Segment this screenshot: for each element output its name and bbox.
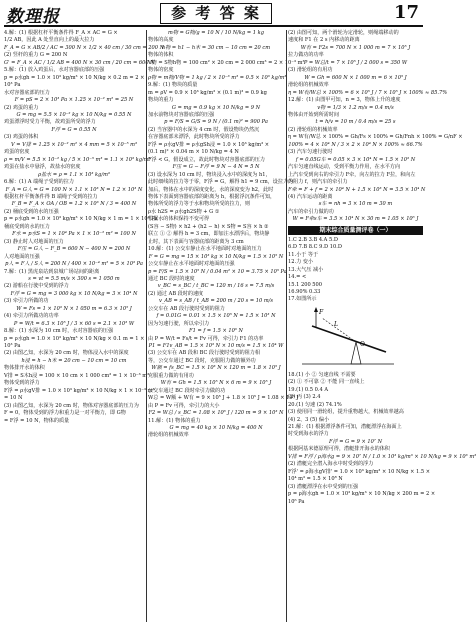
- text-line: (2) 丙 (3) 2.4: [288, 394, 321, 401]
- section-heading: 期末综合质量测评卷（一）: [288, 226, 423, 235]
- text-line: W总 = W额 + W有 = 9 × 10⁵ J + 1.8 × 10⁵ J = 1.08 × 10⁶ J: [148, 395, 299, 402]
- text-line: 汽车的牵引力做的功: [288, 208, 334, 215]
- text-line: 12.力 变小: [288, 259, 314, 266]
- formula-line: m物 = G物/g = 10 N / 10 N/kg = 1 kg: [168, 30, 264, 36]
- formula-line: s = vt = 5.5 m/s × 300 s = 1 050 m: [28, 275, 120, 282]
- text-line: 物块的重力: [148, 97, 174, 104]
- text-line: F浮' = ρ海水gV排' = 1.0 × 10³ kg/m³ × 10 N/kg × 1.5 ×: [288, 468, 430, 475]
- formula-line: ρ = m/V = 5.5 × 10⁻² kg / 5 × 10⁻⁵ m³ = 1.1 × 10³ kg/m³: [4, 156, 151, 163]
- text-line: 物体的高度: [148, 37, 174, 44]
- formula-line: F = G = mg = 15 × 10³ kg × 10 N/kg = 1.5 × 10⁵ N: [148, 253, 284, 260]
- text-line: 根据杠杆平衡条件得 B 端绳子受到的拉力: [4, 193, 98, 200]
- text-line: V物 = S物h物 = 100 cm² × 20 cm = 2 000 cm³ = 2 × 10⁻³ m³: [148, 59, 305, 66]
- page-number: 17: [393, 2, 419, 23]
- figure-label-l: L: [334, 320, 338, 328]
- formula-line: s车 = nh = 3 × 10 m = 30 m: [318, 201, 393, 208]
- text-line: 20.(1) 匀速 (2) 74.1%: [288, 401, 342, 408]
- text-line: 物体由开始到所需时间: [288, 111, 339, 118]
- text-line: 11.解：(1) 物体的重力: [148, 417, 201, 424]
- text-line: 由 P = Fv 可得，牵引力的大小: [148, 402, 220, 409]
- text-line: 11.小于 等于: [288, 251, 319, 258]
- formula-line: F压 = G − F浮 = 9 N − 4 N = 5 N: [172, 164, 260, 171]
- text-line: 加后，物体在水中的深度变化，水的深度变为 h2，此时: [148, 186, 274, 193]
- text-line: 因为匀速行驶，所以牵引力: [148, 320, 210, 327]
- formula-line: V = V排 = 1.25 × 10⁻² m² × 4 mm = 5 × 10⁻⁵ m³: [11, 141, 137, 148]
- text-line: 滑轮组的机械效率: [148, 432, 189, 439]
- text-line: 此时细线的拉力等于零，F浮 = G，解得 h1 = 9 cm，设拉力为: [148, 179, 294, 186]
- text-line: 10³ Pa: [4, 82, 21, 89]
- formula-line: P = W总/t = 7 × 10⁵ J / 2 000 s = 350 W: [303, 59, 408, 66]
- text-line: F = 0，物体受到的浮力和重力是一对平衡力，即 G物: [4, 410, 126, 417]
- header-rule: [4, 25, 423, 27]
- text-line: (3) 汽车匀速行驶时: [288, 149, 333, 156]
- text-line: m = ρV = 0.9 × 10³ kg/m³ × (0.1 m)³ = 0.9 kg: [148, 89, 267, 96]
- formula-line: W额 = fs_BC = 1.5 × 10³ N × 120 m = 1.8 × 10⁵ J: [151, 365, 281, 372]
- formula-line: F_B = F_A × OA / OB = 1.2 × 10³ N / 3 = 400 N: [11, 201, 137, 208]
- text-line: 12.解：(1) 由图甲可知，n = 3，物体上升的速度: [288, 97, 401, 104]
- formula-line: F浮 = G = 0.55 N: [51, 126, 97, 133]
- formula-line: F浮 = G = mg = 3 000 kg × 10 N/kg = 3 × 10⁴ N: [10, 290, 138, 297]
- text-line: 6.D 7.B 8.C 9.D 10.D: [288, 244, 342, 251]
- text-line: 5.解：(1) 放入鸡蛋后，水对容器底部的压强: [4, 67, 105, 74]
- text-line: 时受到海水的浮力: [288, 431, 329, 438]
- text-line: (3) 由图乙知，水深为 20 cm 时，物体对容器底部的压力为: [4, 402, 139, 409]
- formula-line: F2 = W总 / s_BC = 1.08 × 10⁶ J / 120 m = 9 × 10³ N: [148, 410, 284, 417]
- text-line: 联立 ① ② 解得 h = 3 cm，即加注水漂浮后，物块静: [148, 231, 270, 238]
- text-line: 加水前物块对容器底部的压强: [148, 111, 215, 118]
- text-line: 通过 BC 段时的速度: [148, 275, 195, 282]
- text-line: 物体的体积: [148, 52, 174, 59]
- text-line: 速度和 F1 在 2 s 内移动的距离: [288, 37, 360, 44]
- text-line: η = W有/W总 × 100% = Gh/Fs × 100% = Gh/Fnh × 100% = G/nF ×: [288, 134, 463, 141]
- text-line: (2) 由图乙知，水深为 20 cm 时，物体浸入水中的深度: [4, 350, 129, 357]
- text-line: = 10 N: [4, 395, 23, 402]
- text-line: 18.(1) 小 ② 匀速直线 不需要: [288, 371, 356, 378]
- text-line: (2) 桶底受到的水的压强: [4, 208, 59, 215]
- figure-label-f: F: [319, 308, 324, 316]
- page-header: [0, 0, 427, 26]
- text-line: p = ρ水gh = 1.0 × 10³ kg/m³ × 10 N/kg × 1 m = 1 × 10⁴ Pa: [4, 216, 158, 223]
- formula-line: W有 = Gh = 1.5 × 10⁵ N × 6 m = 9 × 10⁵ J: [160, 380, 272, 387]
- formula-line: F = pS = 2 × 10³ Pa × 1.25 × 10⁻² m² = 25 N: [14, 97, 134, 104]
- text-line: (4) 汽车运动的距离: [288, 193, 333, 200]
- text-line: 物体排开水的体积: [4, 365, 45, 372]
- text-line: 鸡蛋的密度: [4, 149, 30, 156]
- text-line: (4) 2、3 (5) 偏小: [288, 416, 330, 423]
- text-line: (2) ① 不可靠 ② 不能 同一直线上: [288, 379, 365, 386]
- formula-line: ρ物 = m物/V物 = 1 kg / 2 × 10⁻³ m³ = 0.5 × 10³ kg/m³: [148, 74, 287, 81]
- formula-line: h浸 = h − h木 = 20 cm − 10 cm = 10 cm: [21, 357, 127, 364]
- text-line: 等，公交车通过 BC 段时，克服阻力做的额外功: [148, 357, 256, 364]
- text-line: 9.解：(1) 物块的质量: [148, 82, 198, 89]
- formula-line: v物 = 1/3 × 1.2 m/s = 0.4 m/s: [317, 104, 394, 111]
- formula-line: p = F/S = G/S = 9 N / (0.1 m)² = 900 Pa: [164, 119, 268, 126]
- text-line: (3) 潜艇漂浮在水中受到的压强: [288, 483, 358, 490]
- text-line: 4.解：(1) 根据杠杆平衡条件得 F_A × AC = G ×: [4, 30, 118, 36]
- text-line: 16.90% 0.33: [288, 288, 321, 295]
- formula-line: W = Gh = 600 N × 1 000 m = 6 × 10⁵ J: [304, 74, 407, 81]
- text-line: 1.C 2.B 3.B 4.A 5.D: [288, 236, 338, 243]
- text-line: (2) 当容器中的水深为 4 cm 时，假设物块仍然沉: [148, 126, 260, 133]
- text-line: 10⁴ m³ = 1.5 × 10⁸ N: [288, 476, 343, 483]
- text-line: V排 = S木h浸 = 100 × 10 cm × 1 000 cm³ = 1 × 10⁻³ m³: [4, 372, 150, 379]
- text-line: 根据水的体积保持不变可得: [148, 216, 210, 223]
- text-line: 克服重力做的有用功: [148, 372, 194, 379]
- formula-line: W = Fs = 1 × 10³ N × 1 050 m = 6.3 × 10⁵ J: [16, 305, 132, 312]
- lever-force-diagram: [294, 306, 404, 370]
- text-line: (2) 滑轮组的机械效率: [288, 126, 338, 133]
- text-line: 6.解：(1) A 端绳子受到的拉力: [4, 179, 74, 186]
- text-line: 1/2 AB，因此 A 处竖直向上的最大拉力: [4, 37, 95, 44]
- text-line: 滑轮组的机械效率: [288, 82, 329, 89]
- text-line: (3) 鸡蛋的体积: [4, 134, 39, 141]
- text-line: (3) 公交车在 AB 段和 BC 段行驶时受到的阻力相: [148, 350, 260, 357]
- text-line: 14.= <: [288, 274, 307, 281]
- newspaper-logo: 数理报: [6, 7, 60, 27]
- text-line: 公交车静止在水平地面时对地面的压强: [148, 261, 235, 268]
- text-line: 人对地面的压强: [4, 253, 40, 260]
- text-line: 由 P = W/t = Fs/t = Fv 可得，牵引力 F1 的功率: [148, 335, 264, 342]
- text-line: 鸡蛋在盐水中悬浮，故盐水的密度: [4, 164, 81, 171]
- text-line: (2) 通过 AB 段时的速度: [148, 290, 204, 297]
- text-line: 8.解：(1) 水深为 10 cm 时，水对容器底的压强: [4, 328, 114, 335]
- text-line: 公交车通过 BC 段时牵引力做的功: [148, 387, 226, 394]
- text-line: 的阻力 f，则汽车的牵引力: [288, 179, 348, 186]
- formula-line: G' = F_A × AC / 1/2 AB = 400 N × 30 cm / 20 cm = 600 N: [4, 59, 155, 66]
- text-line: (3) 牵引力所做的功: [4, 298, 49, 305]
- figure-label-o: O: [360, 340, 365, 348]
- text-line: 7.解：(1) 黑虎泉站到泉城广场站间的距离: [4, 268, 100, 275]
- formula-line: F_A = G人 = G = 100 N × 1.1 × 10³ N = 1.2 × 10³ N: [5, 186, 143, 193]
- text-line: 物体受到的浮力: [4, 380, 40, 387]
- formula-line: h物 = h1 − h木 = 30 cm − 10 cm = 20 cm: [161, 44, 271, 51]
- formula-line: v_BC = s_BC / t_BC = 120 m / 16 s = 7.5 m/s: [157, 283, 275, 290]
- formula-line: p人 = F人 / S人 = 200 N / 400 × 10⁻⁴ m² = 5 × 10³ Pa: [5, 261, 143, 268]
- text-line: (2) 鸡蛋的重力: [4, 104, 39, 111]
- text-line: F浮 = ρ水gV排 = 1.0 × 10³ kg/m³ × 10 N/kg × 1 × 10⁻³ m³: [4, 387, 155, 394]
- text-line: p = ρ水gh = 1.0 × 10³ kg/m³ × 10 N/kg × 0.2 m = 2 ×: [4, 74, 145, 81]
- formula-line: η = W有/W总 × 100% = 6 × 10⁵ J / 7 × 10⁵ J × 100% ≈ 85.7%: [288, 89, 448, 96]
- column-divider: [286, 30, 287, 622]
- text-line: 水对容器底部的压力: [4, 89, 50, 96]
- text-line: 公交车在 AB 段行驶时受到的阻力: [148, 305, 225, 312]
- formula-line: f = 0.01G = 0.01 × 1.5 × 10⁵ N = 1.5 × 10³ N: [156, 313, 276, 320]
- text-line: (3) 滑轮组的有用功: [288, 67, 333, 74]
- formula-line: G = mg = 5.5 × 10⁻² kg × 10 N/kg = 0.55 N: [16, 111, 132, 118]
- text-line: = F浮 = 10 N，物体的质量: [4, 417, 70, 424]
- answer-column-right: [288, 30, 476, 624]
- text-line: (2) 潜艇完全潜入海水中时受到的浮力: [288, 461, 374, 468]
- formula-line: W有 = F2s = 700 N × 1 000 m = 7 × 10⁵ J: [300, 44, 411, 51]
- formula-line: F水 = p水S = 1 × 10⁴ Pa × 1 × 10⁻² m² = 100 N: [12, 231, 136, 238]
- text-line: 桶底受到的水的压力: [4, 223, 50, 230]
- column-divider: [146, 30, 147, 622]
- formula-line: f = 0.05G车 = 0.05 × 3 × 10⁴ N = 1.5 × 10³ N: [295, 156, 416, 163]
- text-line: (2) 由图可知，两个滑轮为定滑轮，则绳端移动的: [288, 30, 399, 36]
- text-line: 物体下表面到容器底部的距离为 h，根据浮沉条件可知，: [148, 193, 276, 200]
- text-line: ρ水 h2S = ρ水gh2S物 + G ①: [148, 208, 220, 215]
- text-line: 根据阿基米德原理可得，潜艇排开海水的体积: [288, 446, 390, 453]
- text-line: (2) 游船在行驶中受到的浮力: [4, 283, 69, 290]
- formula-line: V排 = F浮 / ρ海水g = 9 × 10⁷ N / 1.0 × 10³ kg/m³ × 10 N/kg = 9 × 10³ m³: [288, 453, 476, 460]
- formula-line: F浮 = G = 9 × 10⁷ N: [328, 438, 383, 445]
- formula-line: F1 = f = 1.5 × 10³ N: [189, 328, 243, 335]
- text-line: (0.1 m)² × 0.04 m × 10 N/kg = 4 N: [148, 149, 239, 156]
- text-line: 鸡蛋漂浮时受力平衡，故鸡蛋所受的浮力: [4, 119, 96, 126]
- text-line: 汽车匀速直线运动，受到平衡力作用，在水平方向: [288, 164, 401, 171]
- text-line: (2) 竖杆的重力 G = 200 N: [4, 52, 68, 59]
- text-line: 10.解：(1) 公交车静止在水平地面时对地面的压力: [148, 246, 262, 253]
- text-line: 21.解：(1) 根据漂浮条件可知，潜艇漂浮在海面上: [288, 424, 402, 431]
- page-title: 参 考 答 案: [160, 3, 272, 24]
- text-line: 止时，其下表面与容器底部的距离为 3 cm: [148, 238, 244, 245]
- text-line: 物体所受的浮力等于水和物块所受的拉力，则: [148, 201, 250, 208]
- text-line: 拉力做功的功率: [288, 52, 324, 59]
- text-line: F浮 = ρ水gV排 = ρ水gSh浸 = 1.0 × 10³ kg/m³ ×: [148, 141, 270, 148]
- formula-line: G = mg = 40 kg × 10 N/kg = 400 N: [169, 425, 263, 432]
- text-line: 10⁶ Pa: [288, 498, 305, 505]
- formula-line: P1 = F1v_AB = 1.5 × 10³ N × 10 m/s = 1.5 × 10⁴ W: [148, 343, 284, 350]
- formula-line: v_AB = s_AB / t_AB = 200 m / 20 s = 10 m/s: [158, 298, 274, 305]
- formula-line: ρ盐水 = ρ = 1.1 × 10³ kg/m³: [38, 171, 110, 178]
- text-line: F浮 < G，假设成立，故此时物块对容器底部的压力: [148, 156, 265, 163]
- text-line: p = ρ海水gh = 1.0 × 10³ kg/m³ × 10 N/kg × 200 m = 2 ×: [288, 491, 436, 498]
- formula-line: G = mg = 0.9 kg × 10 N/kg = 9 N: [171, 104, 261, 111]
- formula-line: F_A = G × AB/2 / AC = 300 N × 1/2 × 40 cm / 30 cm = 200 N: [4, 44, 165, 51]
- text-line: 在容器底部未漂浮，此时物块所受的浮力: [148, 134, 240, 141]
- text-line: 上汽车受到向右的牵引力 F牵，向左的拉力 F拉，和向左: [288, 171, 416, 178]
- formula-line: P = W/t = 6.3 × 10⁵ J / 3 × 60 s = 2.1 × 10³ W: [13, 320, 135, 327]
- formula-line: t = h/v = 10 m / 0.4 m/s = 25 s: [315, 119, 396, 126]
- text-line: 17.如图所示: [288, 296, 317, 303]
- text-line: p = ρ水gh = 1.0 × 10³ kg/m³ × 10 N/kg × 0.1 m = 1 ×: [4, 335, 145, 342]
- text-line: (3) 静止时人对地面的压力: [4, 238, 64, 245]
- text-line: 15.1 200 500: [288, 281, 323, 288]
- formula-line: F压 = G人 − F_B = 600 N − 400 N = 200 N: [17, 246, 131, 253]
- text-line: (S容 − S物) × h2 + (h2 − h) × S物 = S容 × h ②: [148, 223, 269, 230]
- text-line: 10³ Pa: [4, 343, 21, 350]
- text-line: (3) 使用同一滑轮组，提升重物越大，机械效率越高: [288, 409, 404, 416]
- text-line: (3) 设水深为 10 cm 时，物块浸入水中的深度为 h1，: [148, 171, 271, 178]
- formula-line: 100% = 4 × 10⁴ N / 3 × 2 × 10⁴ N × 100% ≈ 66.7%: [288, 141, 423, 148]
- formula-line: F牵 = F + f = 2 × 10⁴ N + 1.5 × 10³ N = 3.5 × 10⁴ N: [288, 186, 426, 193]
- text-line: 物体的密度: [148, 67, 174, 74]
- text-line: 13.大气压 减小: [288, 266, 324, 273]
- formula-line: W = F牵s车 = 3.5 × 10⁴ N × 30 m = 1.05 × 10⁶ J: [292, 216, 419, 223]
- text-line: 19.(1) 0.5 0.4 A: [288, 386, 329, 393]
- formula-line: p = F/S = 1.5 × 10⁵ N / 0.04 m² × 10 = 3.75 × 10⁵ Pa: [148, 268, 287, 275]
- text-line: (4) 牵引力所做功的功率: [4, 313, 59, 320]
